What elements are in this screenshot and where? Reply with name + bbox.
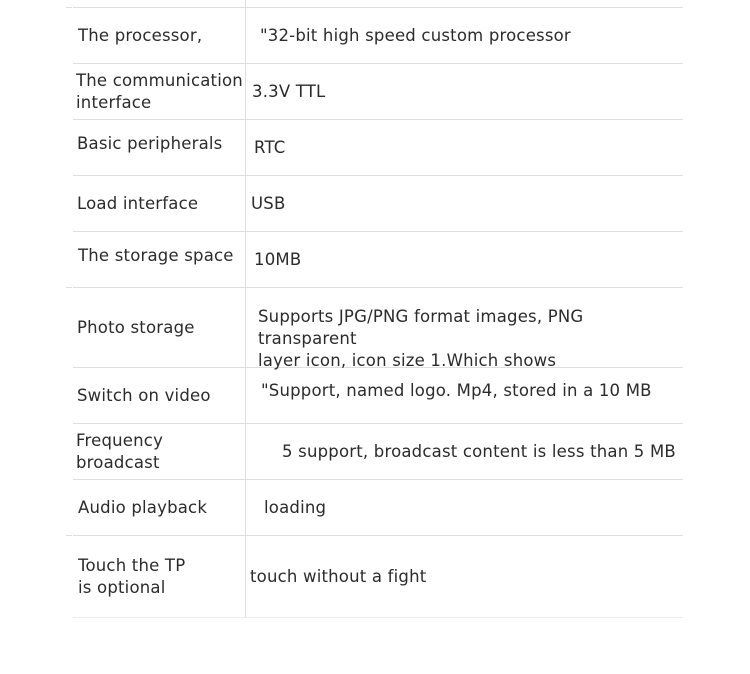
table-row bbox=[73, 176, 683, 232]
row-edge-tick bbox=[66, 7, 72, 8]
row-edge-tick bbox=[66, 287, 72, 288]
spec-value: touch without a fight bbox=[245, 536, 683, 617]
spec-label: The storage space bbox=[78, 246, 234, 265]
spec-value: 3.3V TTL bbox=[245, 64, 683, 119]
spec-label: Basic peripherals bbox=[77, 134, 223, 153]
row-edge-tick bbox=[66, 535, 72, 536]
table-top-edge bbox=[73, 0, 683, 8]
table-row bbox=[73, 288, 683, 368]
spec-label: The processor, bbox=[78, 25, 203, 45]
table-row bbox=[73, 368, 683, 424]
spec-label: Audio playback bbox=[78, 497, 208, 517]
spec-label: Frequency broadcast bbox=[76, 430, 164, 472]
spec-label: Touch the TP is optional bbox=[78, 555, 186, 597]
spec-label: Switch on video bbox=[77, 385, 211, 405]
spec-label: The communication interface bbox=[76, 70, 243, 112]
spec-value: 10MB bbox=[245, 232, 683, 287]
table-row bbox=[73, 120, 683, 176]
spec-value: 5 support, broadcast content is less than 5 MB bbox=[245, 424, 683, 479]
spec-value: Supports JPG/PNG format images, PNG transparent layer icon, icon size 1.Which shows bbox=[245, 288, 683, 367]
table-row bbox=[73, 8, 683, 64]
spec-value: loading bbox=[245, 480, 683, 535]
spec-value: RTC bbox=[245, 120, 683, 175]
table-row bbox=[73, 232, 683, 288]
spec-value: "Support, named logo. Mp4, stored in a 10 MB bbox=[245, 368, 683, 423]
table-row bbox=[73, 64, 683, 120]
table-row bbox=[73, 424, 683, 480]
column-divider bbox=[245, 0, 246, 7]
spec-label: Load interface bbox=[77, 193, 199, 213]
spec-label: Photo storage bbox=[77, 317, 195, 337]
spec-value: "32-bit high speed custom processor bbox=[245, 8, 683, 63]
table-row bbox=[73, 536, 683, 618]
spec-value: USB bbox=[245, 176, 683, 231]
table-row bbox=[73, 480, 683, 536]
